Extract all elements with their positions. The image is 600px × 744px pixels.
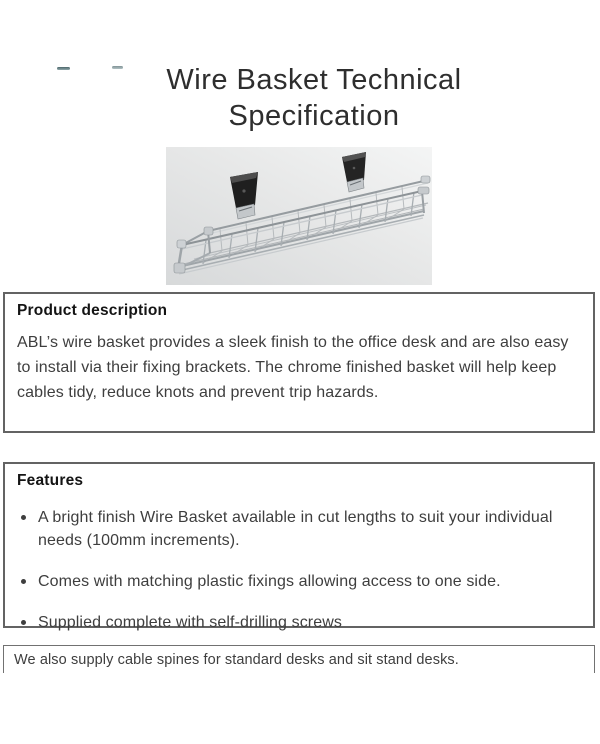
footer-note-section	[3, 645, 595, 673]
footer-note-text: We also supply cable spines for standard desks and sit stand desks.	[14, 652, 459, 668]
feature-item-text: A bright finish Wire Basket available in cut lengths to suit your individual needs (100mm increments).	[38, 509, 553, 549]
bullet-icon	[21, 515, 26, 520]
product-photo	[166, 147, 432, 285]
page-title-line1: Wire Basket Technical	[166, 64, 462, 96]
page-title	[14, 62, 600, 134]
features-list	[17, 506, 581, 634]
feature-item	[17, 506, 581, 552]
feature-item	[17, 570, 581, 593]
product-description-section	[3, 292, 595, 433]
wire-basket-image	[166, 147, 432, 285]
page-title-line2: Specification	[228, 100, 400, 132]
bullet-icon	[21, 620, 26, 625]
feature-item-text: Comes with matching plastic fixings allowing access to one side.	[38, 573, 501, 590]
product-description-heading: Product description	[17, 302, 168, 319]
features-section	[3, 462, 595, 631]
product-description-body: ABL’s wire basket provides a sleek finish to the office desk and are also easy to install via their fixing brackets. The chrome finished basket will help keep cables tidy, reduce knots and prevent trip hazards.	[17, 334, 569, 401]
features-heading: Features	[17, 472, 84, 489]
feature-item	[17, 611, 581, 634]
bullet-icon	[21, 579, 26, 584]
feature-item-text: Supplied complete with self-drilling screws	[38, 614, 342, 631]
